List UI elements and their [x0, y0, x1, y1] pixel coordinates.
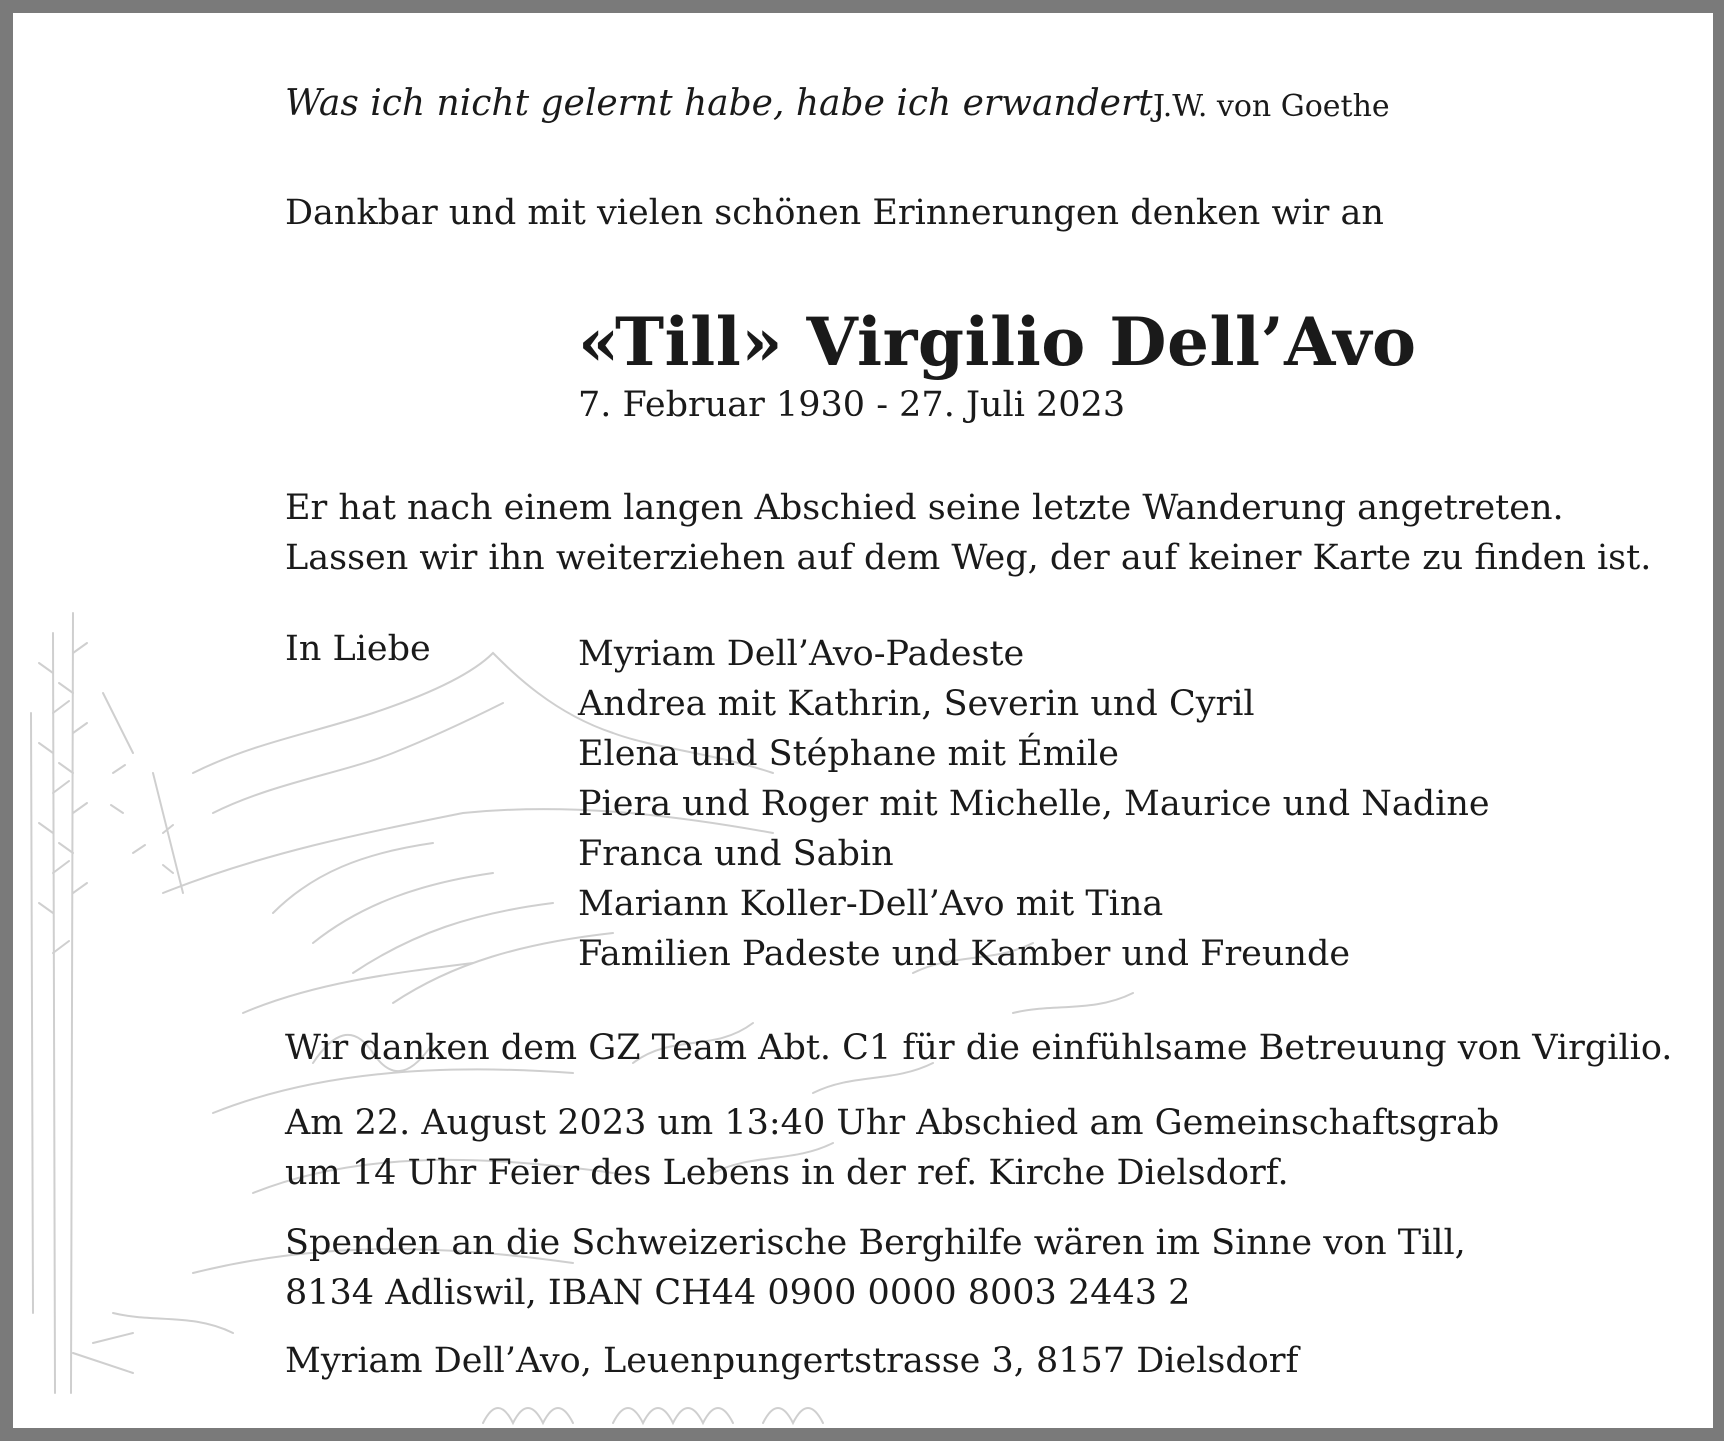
farewell-line: Er hat nach einem langen Abschied seine letzte Wanderung angetreten. — [285, 488, 1564, 528]
mourners-list — [578, 629, 1490, 979]
ceremony-info — [285, 1098, 1499, 1198]
mourner-entry: Familien Padeste und Kamber und Freunde — [578, 934, 1351, 974]
donation-info — [285, 1218, 1466, 1318]
farewell-message — [285, 483, 1651, 583]
mourner-entry: Myriam Dell’Avo-Padeste — [578, 634, 1025, 674]
donation-line: 8134 Adliswil, IBAN CH44 0900 0000 8003 2443 2 — [285, 1273, 1191, 1313]
thanks-line: Wir danken dem GZ Team Abt. C1 für die einfühlsame Betreuung von Virgilio. — [285, 1028, 1673, 1068]
life-dates: 7. Februar 1930 - 27. Juli 2023 — [578, 385, 1126, 425]
mourner-entry: Andrea mit Kathrin, Severin und Cyril — [578, 684, 1255, 724]
mourner-entry: Franca und Sabin — [578, 834, 894, 874]
goethe-quote: Was ich nicht gelernt habe, habe ich erwandert. — [285, 83, 1165, 124]
deceased-name: «Till» Virgilio Dell’Avo — [578, 303, 1417, 381]
mourners-label: In Liebe — [285, 629, 431, 669]
obituary-page — [13, 13, 1713, 1428]
mourner-entry: Mariann Koller-Dell’Avo mit Tina — [578, 884, 1164, 924]
quote-author: J.W. von Goethe — [1153, 89, 1390, 124]
farewell-line: Lassen wir ihn weiterziehen auf dem Weg, der auf keiner Karte zu finden ist. — [285, 538, 1652, 578]
mourner-entry: Piera und Roger mit Michelle, Maurice und Nadine — [578, 784, 1490, 824]
mourner-entry: Elena und Stéphane mit Émile — [578, 734, 1119, 774]
ceremony-line: um 14 Uhr Feier des Lebens in der ref. Kirche Dielsdorf. — [285, 1153, 1289, 1193]
ceremony-line: Am 22. August 2023 um 13:40 Uhr Abschied am Gemeinschaftsgrab — [285, 1103, 1500, 1143]
contact-address: Myriam Dell’Avo, Leuenpungertstrasse 3, 8157 Dielsdorf — [285, 1341, 1299, 1381]
donation-line: Spenden an die Schweizerische Berghilfe wären im Sinne von Till, — [285, 1223, 1466, 1263]
intro-line: Dankbar und mit vielen schönen Erinnerungen denken wir an — [285, 193, 1384, 233]
